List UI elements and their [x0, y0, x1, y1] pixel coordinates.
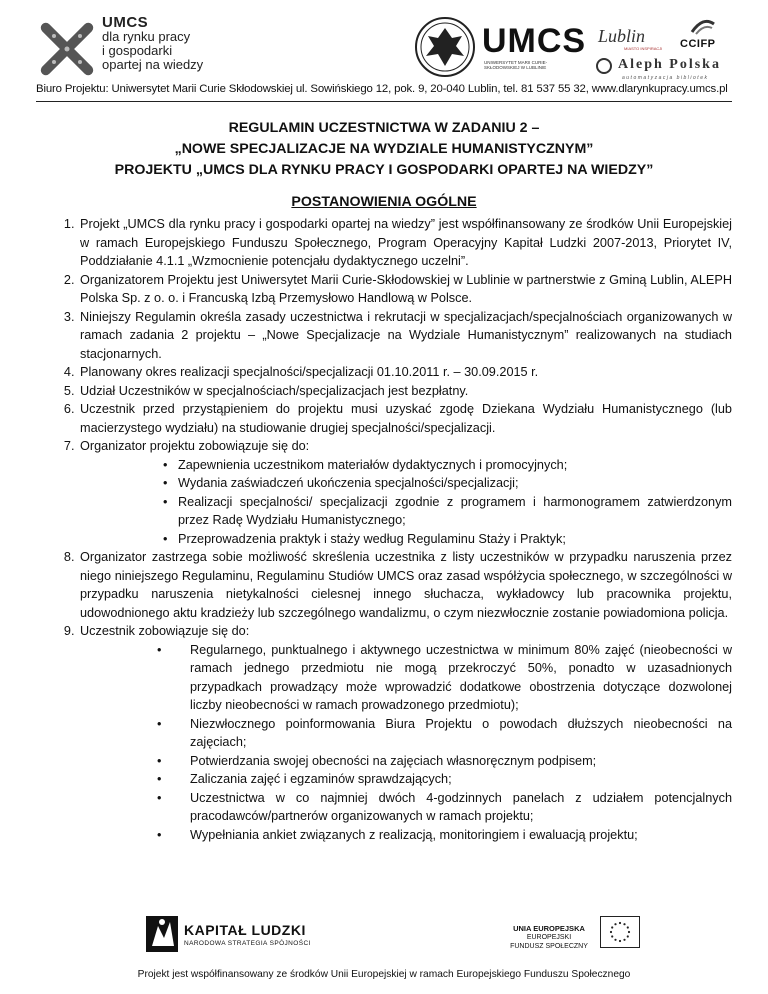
university-crest-icon: [414, 14, 476, 80]
participant-obligations-list: [157, 641, 732, 845]
bullet-text: Wydania zaświadczeń ukończenia specjalności/specjalizacji;: [178, 476, 519, 490]
list-item: [78, 548, 732, 622]
list-item-text: Organizator zastrzega sobie możliwość skreślenia uczestnika z listy uczestników w przypadku naruszenia przez niego niniejszego Regulaminu, Regulaminu Studiów UMCS oraz zasad współżycia społecznego, w szczególności w przypadku naruszenia nietykalności cielesnej innego słuchacza, wykładowcy lub pracownika projektu, udowodnionego aktu kradzieży lub szczególnego wandalizmu, o czym niezwłocznie zostanie powiadomiona policja.: [80, 550, 732, 620]
list-item-text: Uczestnik przed przystąpieniem do projektu musi uzyskać zgodę Dziekana Wydziału Humanistycznego (lub macierzystego wydziału) na studiowanie drugiej specjalności/specjalizacji.: [80, 402, 732, 435]
aleph-circle-icon: [596, 58, 612, 74]
bullet-icon: •: [157, 753, 162, 768]
aleph-logo-subtitle: automatyzacja bibliotek: [622, 75, 709, 81]
list-item: [78, 363, 732, 382]
list-item: [163, 474, 732, 493]
bullet-text: Uczestnictwa w co najmniej dwóch 4-godzinnych panelach z udziałem potencjalnych pracodawców/partnerów organizowanych w ramach projektu;: [190, 790, 732, 823]
list-item-text: Udział Uczestników w specjalnościach/specjalizacjach jest bezpłatny.: [80, 383, 469, 398]
x-emblem-icon: [36, 18, 98, 80]
list-item: [78, 215, 732, 271]
list-item: [163, 456, 732, 475]
kapital-ludzki-title: KAPITAŁ LUDZKI: [184, 922, 306, 938]
list-item: [157, 752, 732, 771]
bullet-text: Potwierdzania swojej obecności na zajęciach własnoręcznym podpisem;: [190, 753, 597, 768]
list-item-text: Organizator projektu zobowiązuje się do:: [80, 439, 310, 453]
aleph-logo: Aleph Polska: [618, 57, 721, 72]
eu-star-icon: [627, 926, 629, 928]
eu-star-icon: [614, 923, 616, 925]
title-line-2: „NOWE SPECJALIZACJE NA WYDZIALE HUMANISTYCZNYM”: [174, 141, 594, 157]
list-item: [157, 715, 732, 752]
bullet-icon: •: [157, 642, 162, 657]
page-header: [0, 0, 768, 112]
project-logo-line-3: opartej na wiedzy: [102, 57, 204, 72]
regulation-list: [36, 215, 732, 844]
list-item: [157, 789, 732, 826]
lublin-logo: Lublin: [598, 26, 646, 46]
bullet-text: Wypełniania ankiet związanych z realizacją, monitoringiem i ewaluacją projektu;: [190, 827, 638, 842]
project-office-address: Biuro Projektu: Uniwersytet Marii Curie Skłodowskiej ul. Sowińskiego 12, pok. 9, 20-040 Lublin, tel. 81 537 55 32, www.dlarynkupracy.umcs.pl: [36, 83, 728, 95]
eu-star-icon: [614, 939, 616, 941]
list-item: [78, 400, 732, 437]
header-divider: [36, 101, 732, 102]
project-logo-line-1: dla rynku pracy: [102, 29, 191, 44]
bullet-icon: •: [163, 494, 168, 509]
eu-star-icon: [611, 926, 613, 928]
project-logo-line-2: i gospodarki: [102, 43, 173, 58]
cciifp-logo: CCIFP: [680, 38, 716, 50]
list-item: [157, 826, 732, 845]
lublin-logo-subtitle: MIASTO INSPIRACJI: [624, 46, 663, 51]
bullet-text: Niezwłocznego poinformowania Biura Projektu o powodach dłuższych nieobecności na zajęciach;: [190, 716, 732, 749]
eu-star-icon: [610, 931, 612, 933]
bullet-text: Realizacji specjalności/ specjalizacji zgodnie z programem i harmonogramem zatwierdzonym przez Radę Wydziału Humanistycznego;: [178, 494, 732, 527]
bullet-text: Przeprowadzenia praktyk i staży według Regulaminu Staży i Praktyk;: [178, 531, 566, 546]
kapital-ludzki-subtitle: NARODOWA STRATEGIA SPÓJNOŚCI: [184, 940, 311, 947]
title-line-3: PROJEKTU „UMCS DLA RYNKU PRACY I GOSPODARKI OPARTEJ NA WIEDZY”: [114, 162, 654, 178]
project-logo-title: UMCS: [102, 14, 149, 31]
title-line-1: REGULAMIN UCZESTNICTWA W ZADANIU 2 –: [228, 120, 540, 136]
bullet-icon: •: [157, 772, 162, 786]
eu-star-icon: [623, 923, 625, 925]
bullet-text: Zapewnienia uczestnikom materiałów dydaktycznych i promocyjnych;: [178, 457, 568, 472]
bullet-icon: •: [157, 790, 162, 805]
eu-star-icon: [611, 935, 613, 937]
kapital-ludzki-emblem-icon: [142, 912, 182, 956]
list-item: [78, 271, 732, 308]
footer-logos: [0, 900, 768, 960]
list-item: [78, 308, 732, 364]
list-item: [78, 437, 732, 548]
bullet-icon: •: [163, 476, 168, 490]
list-item: [157, 641, 732, 715]
eu-star-icon: [627, 935, 629, 937]
document-body: [36, 114, 732, 844]
list-item-text: Planowany okres realizacji specjalności/specjalizacji 01.10.2011 r. – 30.09.2015 r.: [80, 365, 539, 379]
bullet-icon: •: [163, 457, 168, 472]
bullet-text: Regularnego, punktualnego i aktywnego uczestnictwa w minimum 80% zajęć (nieobecności w ramach jednego przedmiotu nie mogą przekroczyć 50%, ponadto w uzasadnionych przypadkach prowadzący może wprowadzić dodatkowe obostrzenia dotyczące dozwolonej liczby nieobecności w ramach prowadzonego przedmiotu);: [190, 642, 732, 712]
bullet-text: Zaliczania zajęć i egzaminów sprawdzających;: [190, 772, 452, 786]
eu-star-icon: [623, 939, 625, 941]
eu-flag-icon: [600, 916, 640, 948]
list-item: [163, 493, 732, 530]
list-item: [78, 382, 732, 401]
eu-line-1: UNIA EUROPEJSKA: [513, 924, 585, 933]
eu-star-icon: [619, 940, 621, 942]
eu-star-icon: [628, 931, 630, 933]
eu-text: [500, 924, 598, 951]
list-item-text: Uczestnik zobowiązuje się do:: [80, 624, 250, 638]
list-item: [163, 530, 732, 549]
cciifp-swoosh-icon: [688, 14, 718, 38]
bullet-icon: •: [157, 827, 162, 842]
organizer-obligations-list: [163, 456, 732, 549]
list-item-text: Niniejszy Regulamin określa zasady uczestnictwa i rekrutacji w specjalizacjach/specjalnościach organizowanych w ramach zadania 2 projektu – „Nowe Specjalizacje na Wydziale Humanistycznym” realizowanych na studiach stacjonarnych.: [80, 309, 732, 361]
project-logo-text: [102, 16, 203, 72]
umcs-logo-subtitle: UNIWERSYTET MARII CURIE-SKŁODOWSKIEJ W LUBLINIE: [484, 60, 548, 70]
document-title: [36, 118, 732, 181]
section-heading: POSTANOWIENIA OGÓLNE: [291, 194, 477, 210]
list-item-text: Projekt „UMCS dla rynku pracy i gospodarki opartej na wiedzy” jest współfinansowany ze środków Unii Europejskiej w ramach Europejskiego Funduszu Społecznego, Program Operacyjny Kapitał Ludzki 2007-2013, Priorytet IV, Poddziałanie 4.1.1 „Wzmocnienie potencjału dydaktycznego uczelni”.: [80, 217, 732, 268]
bullet-icon: •: [163, 531, 168, 546]
bullet-icon: •: [157, 716, 162, 731]
list-item: [78, 622, 732, 844]
list-item: [157, 770, 732, 789]
list-item-text: Organizatorem Projektu jest Uniwersytet Marii Curie-Skłodowskiej w Lublinie w partnerstwie z Gminą Lublin, ALEPH Polska Sp. z o. o. i Francuską Izbą Przemysłowo Handlową w Polsce.: [80, 272, 732, 305]
umcs-logo-name: UMCS: [482, 22, 587, 60]
eu-line-3: FUNDUSZ SPOŁECZNY: [510, 943, 588, 950]
footer-note: Projekt jest współfinansowany ze środków Unii Europejskiej w ramach Europejskiego Funduszu Społecznego: [137, 969, 631, 980]
eu-line-2: EUROPEJSKI: [526, 934, 572, 941]
umcs-project-logo: [36, 14, 236, 84]
eu-star-icon: [619, 922, 621, 924]
